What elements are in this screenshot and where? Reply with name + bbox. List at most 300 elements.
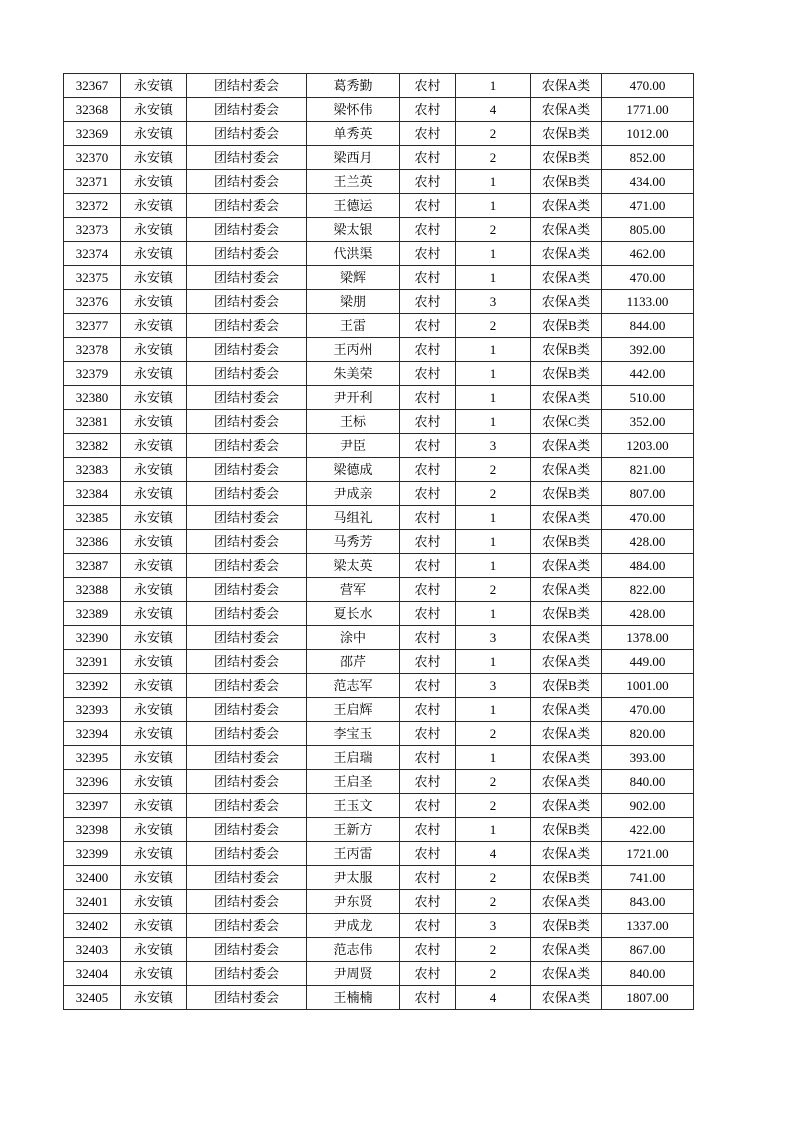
cell-category: 农保A类 <box>531 434 602 458</box>
cell-category: 农保A类 <box>531 554 602 578</box>
cell-type: 农村 <box>400 266 456 290</box>
cell-amount: 428.00 <box>602 602 694 626</box>
cell-name: 王玉文 <box>307 794 400 818</box>
cell-id: 32387 <box>64 554 121 578</box>
cell-committee: 团结村委会 <box>187 218 307 242</box>
cell-name: 王丙雷 <box>307 842 400 866</box>
cell-type: 农村 <box>400 458 456 482</box>
cell-town: 永安镇 <box>121 338 187 362</box>
cell-town: 永安镇 <box>121 290 187 314</box>
cell-count: 4 <box>456 986 531 1010</box>
cell-committee: 团结村委会 <box>187 770 307 794</box>
cell-id: 32396 <box>64 770 121 794</box>
cell-category: 农保B类 <box>531 482 602 506</box>
cell-name: 尹成龙 <box>307 914 400 938</box>
cell-category: 农保A类 <box>531 506 602 530</box>
table-row <box>64 338 694 362</box>
table-body <box>64 74 694 1010</box>
cell-type: 农村 <box>400 746 456 770</box>
cell-type: 农村 <box>400 842 456 866</box>
cell-town: 永安镇 <box>121 362 187 386</box>
cell-committee: 团结村委会 <box>187 890 307 914</box>
cell-type: 农村 <box>400 818 456 842</box>
cell-committee: 团结村委会 <box>187 338 307 362</box>
cell-name: 范志伟 <box>307 938 400 962</box>
cell-town: 永安镇 <box>121 482 187 506</box>
cell-category: 农保A类 <box>531 458 602 482</box>
cell-committee: 团结村委会 <box>187 746 307 770</box>
table-row <box>64 146 694 170</box>
cell-id: 32389 <box>64 602 121 626</box>
cell-category: 农保A类 <box>531 770 602 794</box>
cell-id: 32383 <box>64 458 121 482</box>
cell-amount: 807.00 <box>602 482 694 506</box>
cell-count: 1 <box>456 170 531 194</box>
cell-type: 农村 <box>400 506 456 530</box>
cell-type: 农村 <box>400 122 456 146</box>
cell-category: 农保A类 <box>531 578 602 602</box>
cell-committee: 团结村委会 <box>187 530 307 554</box>
cell-category: 农保B类 <box>531 314 602 338</box>
cell-count: 2 <box>456 482 531 506</box>
cell-count: 3 <box>456 674 531 698</box>
cell-id: 32380 <box>64 386 121 410</box>
table-row <box>64 74 694 98</box>
cell-committee: 团结村委会 <box>187 146 307 170</box>
cell-count: 2 <box>456 890 531 914</box>
cell-category: 农保A类 <box>531 890 602 914</box>
table-row <box>64 98 694 122</box>
cell-name: 营军 <box>307 578 400 602</box>
cell-town: 永安镇 <box>121 746 187 770</box>
cell-name: 梁朋 <box>307 290 400 314</box>
cell-amount: 470.00 <box>602 506 694 530</box>
cell-town: 永安镇 <box>121 98 187 122</box>
cell-name: 尹开利 <box>307 386 400 410</box>
cell-name: 葛秀勤 <box>307 74 400 98</box>
cell-id: 32395 <box>64 746 121 770</box>
cell-id: 32390 <box>64 626 121 650</box>
cell-committee: 团结村委会 <box>187 506 307 530</box>
cell-type: 农村 <box>400 626 456 650</box>
cell-id: 32397 <box>64 794 121 818</box>
cell-amount: 470.00 <box>602 74 694 98</box>
cell-type: 农村 <box>400 410 456 434</box>
cell-committee: 团结村委会 <box>187 962 307 986</box>
cell-committee: 团结村委会 <box>187 170 307 194</box>
cell-name: 尹太服 <box>307 866 400 890</box>
cell-amount: 1807.00 <box>602 986 694 1010</box>
table-row <box>64 362 694 386</box>
cell-amount: 820.00 <box>602 722 694 746</box>
cell-town: 永安镇 <box>121 962 187 986</box>
cell-count: 2 <box>456 146 531 170</box>
cell-committee: 团结村委会 <box>187 122 307 146</box>
cell-town: 永安镇 <box>121 170 187 194</box>
table-row <box>64 794 694 818</box>
cell-town: 永安镇 <box>121 386 187 410</box>
cell-id: 32403 <box>64 938 121 962</box>
cell-type: 农村 <box>400 530 456 554</box>
cell-count: 1 <box>456 602 531 626</box>
cell-category: 农保B类 <box>531 674 602 698</box>
cell-amount: 741.00 <box>602 866 694 890</box>
cell-count: 2 <box>456 722 531 746</box>
cell-type: 农村 <box>400 194 456 218</box>
table-row <box>64 626 694 650</box>
cell-type: 农村 <box>400 866 456 890</box>
cell-amount: 902.00 <box>602 794 694 818</box>
cell-category: 农保A类 <box>531 842 602 866</box>
cell-amount: 867.00 <box>602 938 694 962</box>
cell-name: 王启辉 <box>307 698 400 722</box>
cell-committee: 团结村委会 <box>187 650 307 674</box>
cell-amount: 422.00 <box>602 818 694 842</box>
cell-amount: 1001.00 <box>602 674 694 698</box>
cell-amount: 1133.00 <box>602 290 694 314</box>
cell-count: 1 <box>456 386 531 410</box>
cell-category: 农保B类 <box>531 338 602 362</box>
cell-id: 32405 <box>64 986 121 1010</box>
cell-name: 马秀芳 <box>307 530 400 554</box>
table-row <box>64 650 694 674</box>
cell-amount: 462.00 <box>602 242 694 266</box>
cell-committee: 团结村委会 <box>187 602 307 626</box>
cell-type: 农村 <box>400 578 456 602</box>
cell-count: 2 <box>456 314 531 338</box>
cell-id: 32378 <box>64 338 121 362</box>
cell-town: 永安镇 <box>121 698 187 722</box>
table-row <box>64 602 694 626</box>
cell-category: 农保A类 <box>531 242 602 266</box>
cell-town: 永安镇 <box>121 818 187 842</box>
table-row <box>64 410 694 434</box>
cell-category: 农保A类 <box>531 386 602 410</box>
cell-committee: 团结村委会 <box>187 482 307 506</box>
cell-category: 农保B类 <box>531 914 602 938</box>
cell-town: 永安镇 <box>121 626 187 650</box>
cell-type: 农村 <box>400 482 456 506</box>
cell-type: 农村 <box>400 770 456 794</box>
table-row <box>64 170 694 194</box>
cell-count: 2 <box>456 578 531 602</box>
cell-count: 1 <box>456 818 531 842</box>
cell-name: 王兰英 <box>307 170 400 194</box>
cell-town: 永安镇 <box>121 578 187 602</box>
cell-name: 涂中 <box>307 626 400 650</box>
cell-amount: 510.00 <box>602 386 694 410</box>
cell-name: 单秀英 <box>307 122 400 146</box>
cell-id: 32367 <box>64 74 121 98</box>
cell-name: 梁太银 <box>307 218 400 242</box>
cell-type: 农村 <box>400 698 456 722</box>
cell-type: 农村 <box>400 890 456 914</box>
cell-amount: 1337.00 <box>602 914 694 938</box>
cell-town: 永安镇 <box>121 314 187 338</box>
table-row <box>64 434 694 458</box>
cell-committee: 团结村委会 <box>187 434 307 458</box>
cell-category: 农保B类 <box>531 122 602 146</box>
cell-type: 农村 <box>400 74 456 98</box>
table-row <box>64 962 694 986</box>
cell-name: 尹周贤 <box>307 962 400 986</box>
cell-name: 王德运 <box>307 194 400 218</box>
cell-name: 李宝玉 <box>307 722 400 746</box>
cell-count: 1 <box>456 194 531 218</box>
cell-id: 32368 <box>64 98 121 122</box>
cell-count: 3 <box>456 290 531 314</box>
cell-name: 范志军 <box>307 674 400 698</box>
cell-type: 农村 <box>400 986 456 1010</box>
cell-category: 农保A类 <box>531 266 602 290</box>
table-row <box>64 386 694 410</box>
cell-id: 32393 <box>64 698 121 722</box>
cell-type: 农村 <box>400 650 456 674</box>
cell-name: 马组礼 <box>307 506 400 530</box>
table-row <box>64 890 694 914</box>
cell-town: 永安镇 <box>121 650 187 674</box>
table-row <box>64 674 694 698</box>
cell-committee: 团结村委会 <box>187 242 307 266</box>
cell-town: 永安镇 <box>121 458 187 482</box>
table-row <box>64 554 694 578</box>
cell-name: 尹成亲 <box>307 482 400 506</box>
cell-committee: 团结村委会 <box>187 314 307 338</box>
table-row <box>64 986 694 1010</box>
cell-category: 农保A类 <box>531 746 602 770</box>
cell-type: 农村 <box>400 554 456 578</box>
cell-town: 永安镇 <box>121 842 187 866</box>
cell-category: 农保B类 <box>531 530 602 554</box>
cell-committee: 团结村委会 <box>187 578 307 602</box>
cell-count: 3 <box>456 914 531 938</box>
cell-type: 农村 <box>400 98 456 122</box>
table-row <box>64 194 694 218</box>
cell-count: 3 <box>456 434 531 458</box>
cell-type: 农村 <box>400 722 456 746</box>
cell-town: 永安镇 <box>121 986 187 1010</box>
cell-town: 永安镇 <box>121 506 187 530</box>
cell-count: 1 <box>456 698 531 722</box>
cell-count: 3 <box>456 626 531 650</box>
cell-count: 4 <box>456 842 531 866</box>
cell-committee: 团结村委会 <box>187 938 307 962</box>
cell-category: 农保B类 <box>531 866 602 890</box>
cell-id: 32382 <box>64 434 121 458</box>
cell-town: 永安镇 <box>121 914 187 938</box>
cell-id: 32372 <box>64 194 121 218</box>
cell-id: 32379 <box>64 362 121 386</box>
cell-id: 32400 <box>64 866 121 890</box>
table-row <box>64 746 694 770</box>
cell-count: 1 <box>456 266 531 290</box>
cell-committee: 团结村委会 <box>187 554 307 578</box>
cell-amount: 393.00 <box>602 746 694 770</box>
table-row <box>64 314 694 338</box>
cell-id: 32404 <box>64 962 121 986</box>
cell-committee: 团结村委会 <box>187 410 307 434</box>
cell-town: 永安镇 <box>121 530 187 554</box>
cell-committee: 团结村委会 <box>187 290 307 314</box>
cell-amount: 1771.00 <box>602 98 694 122</box>
table-row <box>64 290 694 314</box>
cell-committee: 团结村委会 <box>187 74 307 98</box>
cell-name: 王丙州 <box>307 338 400 362</box>
cell-amount: 352.00 <box>602 410 694 434</box>
cell-count: 1 <box>456 338 531 362</box>
table-row <box>64 218 694 242</box>
table-row <box>64 578 694 602</box>
cell-committee: 团结村委会 <box>187 674 307 698</box>
table-row <box>64 770 694 794</box>
cell-category: 农保A类 <box>531 794 602 818</box>
cell-amount: 449.00 <box>602 650 694 674</box>
cell-id: 32373 <box>64 218 121 242</box>
cell-committee: 团结村委会 <box>187 98 307 122</box>
cell-name: 梁西月 <box>307 146 400 170</box>
cell-name: 王雷 <box>307 314 400 338</box>
cell-category: 农保A类 <box>531 722 602 746</box>
cell-type: 农村 <box>400 218 456 242</box>
cell-town: 永安镇 <box>121 722 187 746</box>
cell-committee: 团结村委会 <box>187 698 307 722</box>
cell-town: 永安镇 <box>121 866 187 890</box>
cell-amount: 470.00 <box>602 266 694 290</box>
table-row <box>64 866 694 890</box>
cell-category: 农保B类 <box>531 146 602 170</box>
cell-amount: 1203.00 <box>602 434 694 458</box>
cell-id: 32391 <box>64 650 121 674</box>
table-row <box>64 914 694 938</box>
cell-town: 永安镇 <box>121 890 187 914</box>
table-row <box>64 458 694 482</box>
cell-count: 1 <box>456 362 531 386</box>
cell-count: 2 <box>456 458 531 482</box>
cell-id: 32402 <box>64 914 121 938</box>
cell-amount: 1012.00 <box>602 122 694 146</box>
cell-name: 代洪渠 <box>307 242 400 266</box>
cell-id: 32385 <box>64 506 121 530</box>
cell-amount: 852.00 <box>602 146 694 170</box>
cell-id: 32375 <box>64 266 121 290</box>
cell-category: 农保A类 <box>531 74 602 98</box>
cell-town: 永安镇 <box>121 434 187 458</box>
cell-committee: 团结村委会 <box>187 866 307 890</box>
cell-type: 农村 <box>400 914 456 938</box>
cell-count: 2 <box>456 866 531 890</box>
cell-town: 永安镇 <box>121 74 187 98</box>
cell-id: 32376 <box>64 290 121 314</box>
cell-category: 农保A类 <box>531 938 602 962</box>
cell-committee: 团结村委会 <box>187 818 307 842</box>
cell-committee: 团结村委会 <box>187 458 307 482</box>
cell-type: 农村 <box>400 338 456 362</box>
cell-count: 1 <box>456 74 531 98</box>
cell-name: 夏长水 <box>307 602 400 626</box>
cell-type: 农村 <box>400 314 456 338</box>
cell-amount: 821.00 <box>602 458 694 482</box>
cell-town: 永安镇 <box>121 194 187 218</box>
cell-name: 尹东贤 <box>307 890 400 914</box>
cell-name: 梁太英 <box>307 554 400 578</box>
cell-name: 朱美荣 <box>307 362 400 386</box>
cell-amount: 840.00 <box>602 770 694 794</box>
cell-id: 32369 <box>64 122 121 146</box>
cell-category: 农保B类 <box>531 818 602 842</box>
cell-name: 王标 <box>307 410 400 434</box>
cell-committee: 团结村委会 <box>187 386 307 410</box>
cell-type: 农村 <box>400 170 456 194</box>
cell-count: 2 <box>456 770 531 794</box>
cell-type: 农村 <box>400 938 456 962</box>
cell-count: 2 <box>456 938 531 962</box>
cell-name: 王楠楠 <box>307 986 400 1010</box>
cell-amount: 442.00 <box>602 362 694 386</box>
cell-town: 永安镇 <box>121 554 187 578</box>
table-row <box>64 938 694 962</box>
cell-id: 32377 <box>64 314 121 338</box>
table-row <box>64 482 694 506</box>
cell-count: 1 <box>456 506 531 530</box>
cell-type: 农村 <box>400 290 456 314</box>
cell-type: 农村 <box>400 602 456 626</box>
cell-category: 农保B类 <box>531 170 602 194</box>
cell-amount: 484.00 <box>602 554 694 578</box>
cell-type: 农村 <box>400 794 456 818</box>
cell-name: 梁怀伟 <box>307 98 400 122</box>
cell-category: 农保A类 <box>531 650 602 674</box>
cell-id: 32392 <box>64 674 121 698</box>
cell-count: 1 <box>456 650 531 674</box>
cell-category: 农保A类 <box>531 290 602 314</box>
cell-count: 1 <box>456 746 531 770</box>
cell-name: 邵芹 <box>307 650 400 674</box>
cell-amount: 434.00 <box>602 170 694 194</box>
table-row <box>64 722 694 746</box>
cell-town: 永安镇 <box>121 770 187 794</box>
cell-category: 农保A类 <box>531 986 602 1010</box>
table-row <box>64 266 694 290</box>
cell-type: 农村 <box>400 434 456 458</box>
cell-amount: 471.00 <box>602 194 694 218</box>
cell-name: 王新方 <box>307 818 400 842</box>
cell-id: 32381 <box>64 410 121 434</box>
cell-category: 农保A类 <box>531 218 602 242</box>
cell-committee: 团结村委会 <box>187 194 307 218</box>
cell-id: 32399 <box>64 842 121 866</box>
cell-id: 32394 <box>64 722 121 746</box>
cell-count: 2 <box>456 218 531 242</box>
cell-count: 1 <box>456 242 531 266</box>
cell-count: 2 <box>456 794 531 818</box>
cell-name: 梁德成 <box>307 458 400 482</box>
table-row <box>64 698 694 722</box>
cell-id: 32384 <box>64 482 121 506</box>
cell-name: 尹臣 <box>307 434 400 458</box>
cell-town: 永安镇 <box>121 122 187 146</box>
records-table <box>63 73 694 1010</box>
cell-amount: 840.00 <box>602 962 694 986</box>
cell-category: 农保A类 <box>531 626 602 650</box>
cell-category: 农保A类 <box>531 698 602 722</box>
cell-town: 永安镇 <box>121 602 187 626</box>
cell-count: 2 <box>456 122 531 146</box>
table-row <box>64 530 694 554</box>
cell-committee: 团结村委会 <box>187 626 307 650</box>
cell-id: 32386 <box>64 530 121 554</box>
cell-name: 王启圣 <box>307 770 400 794</box>
cell-type: 农村 <box>400 386 456 410</box>
